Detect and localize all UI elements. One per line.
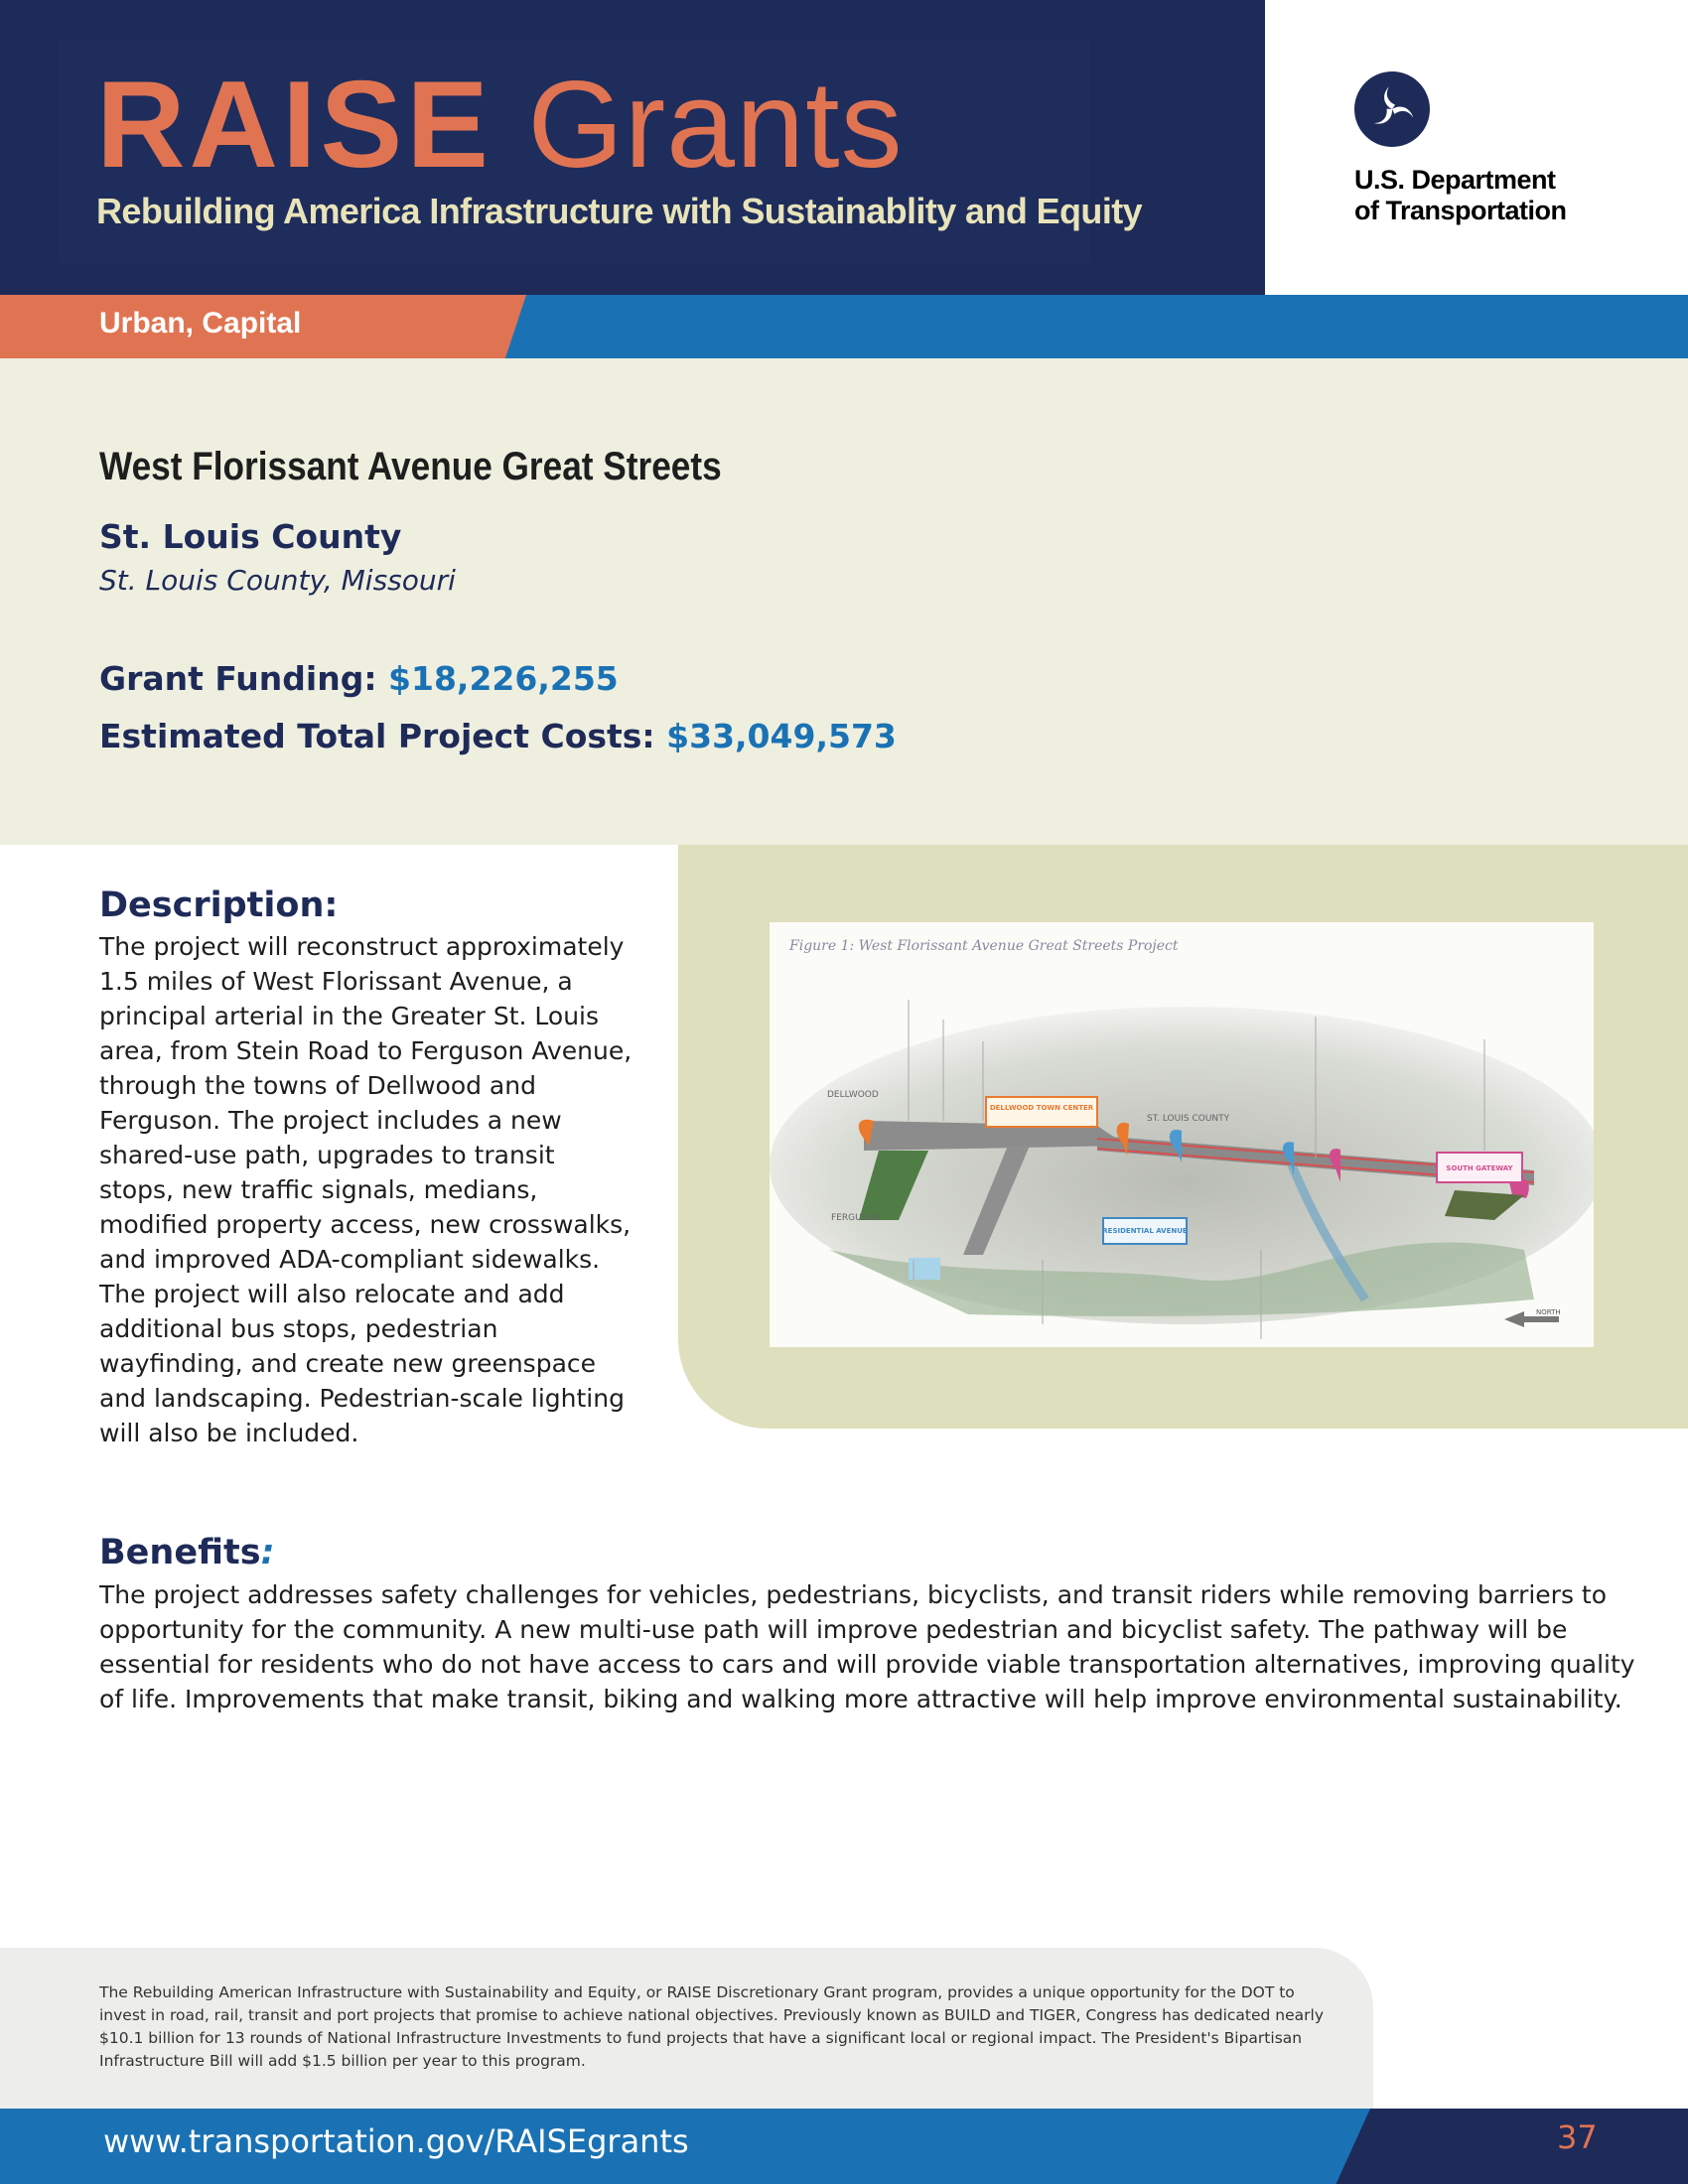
header-banner [0, 0, 1265, 295]
agency-name-line2: of Transportation [1354, 196, 1567, 225]
figure-panel [678, 845, 1688, 1429]
footer-bar [0, 2109, 1688, 2184]
project-applicant: St. Louis County [99, 517, 402, 556]
figure-label-gateway: SOUTH GATEWAY [1446, 1164, 1513, 1172]
benefits-heading [99, 1533, 275, 1572]
program-about-text: The Rebuilding American Infrastructure with Sustainability and Equity, or RAISE Discretionary Grant program, provides a unique opportunity for the DOT to invest in road, rail, transit and port projects that promise to achieve national objectives. Previously known as BUILD and TIGER, Congress has dedicated nearly $10.1 billion for 13 rounds of National Infrastructure Investments to fund projects that have a significant local or regional impact. The President's Bipartisan Infrastructure Bill will add $1.5 billion per year to this program. [99, 1983, 1325, 2070]
program-subtitle: Rebuilding America Infrastructure with Sustainablity and Equity [96, 191, 1143, 231]
figure-label-north: NORTH [1536, 1308, 1561, 1316]
category-label: Urban, Capital [99, 307, 302, 340]
project-rendering [770, 922, 1594, 1347]
description-text: The project will reconstruct approximately 1.5 miles of West Florissant Avenue, a principal arterial in the Greater St. Louis area, from Stein Road to Ferguson Avenue, through the towns of Dellwood and Ferguson. The project includes a new shared-use path, upgrades to transit stops, new traffic signals, medians, modified property access, new crosswalks, and improved ADA-compliant sidewalks. The project will also relocate and add additional bus stops, pedestrian wayfinding, and create new greenspace and landscaping. Pedestrian-scale lighting will also be included. [99, 932, 633, 1447]
program-title [96, 57, 904, 194]
figure-label-residential: RESIDENTIAL AVENUE [1102, 1227, 1188, 1235]
agency-name-line1: U.S. Department [1354, 165, 1556, 195]
figure-label-ferguson: FERGUSON [831, 1213, 882, 1223]
page-number: 37 [1557, 2118, 1598, 2156]
project-title: West Florissant Avenue Great Streets [99, 445, 722, 488]
grant-funding-label: Grant Funding: [99, 659, 377, 698]
project-location: St. Louis County, Missouri [99, 564, 456, 597]
aerial-rendering-illustration [770, 922, 1594, 1347]
program-title-bold: RAISE [96, 57, 492, 194]
grant-funding [99, 659, 619, 698]
program-about-panel [0, 1948, 1373, 2109]
figure-label-town-center: DELLWOOD TOWN CENTER [989, 1104, 1094, 1112]
benefits-text: The project addresses safety challenges for vehicles, pedestrians, bicyclists, and transit riders while removing barriers to opportunity for the community. A new multi-use path will improve pedestrian and bicyclist safety. The pathway will be essential for residents who do not have access to cars and will provide viable transportation alternatives, improving quality of life. Improvements that make transit, biking and walking more attractive will help improve environmental sustainability. [99, 1580, 1635, 1713]
grant-funding-value: $18,226,255 [388, 659, 619, 698]
benefits-heading-colon: : [260, 1533, 275, 1572]
figure-label-dellwood: DELLWOOD [827, 1090, 879, 1100]
footer-url-link[interactable]: www.transportation.gov/RAISEgrants [103, 2122, 689, 2160]
figure-label-county: ST. LOUIS COUNTY [1147, 1114, 1230, 1124]
agency-logo-area [1265, 0, 1688, 295]
benefits-heading-label: Benefits [99, 1533, 261, 1572]
total-project-cost-label: Estimated Total Project Costs: [99, 717, 655, 755]
project-info-panel [0, 358, 1688, 845]
figure-caption: Figure 1: West Florissant Avenue Great Streets Project [789, 938, 1179, 954]
dot-triskelion-logo-icon [1354, 71, 1430, 147]
category-bar [0, 295, 1688, 358]
agency-name [1354, 165, 1567, 226]
description-heading: Description: [99, 886, 339, 925]
program-title-light: Grants [527, 57, 904, 194]
total-project-cost-value: $33,049,573 [666, 717, 897, 755]
total-project-cost [99, 717, 897, 755]
